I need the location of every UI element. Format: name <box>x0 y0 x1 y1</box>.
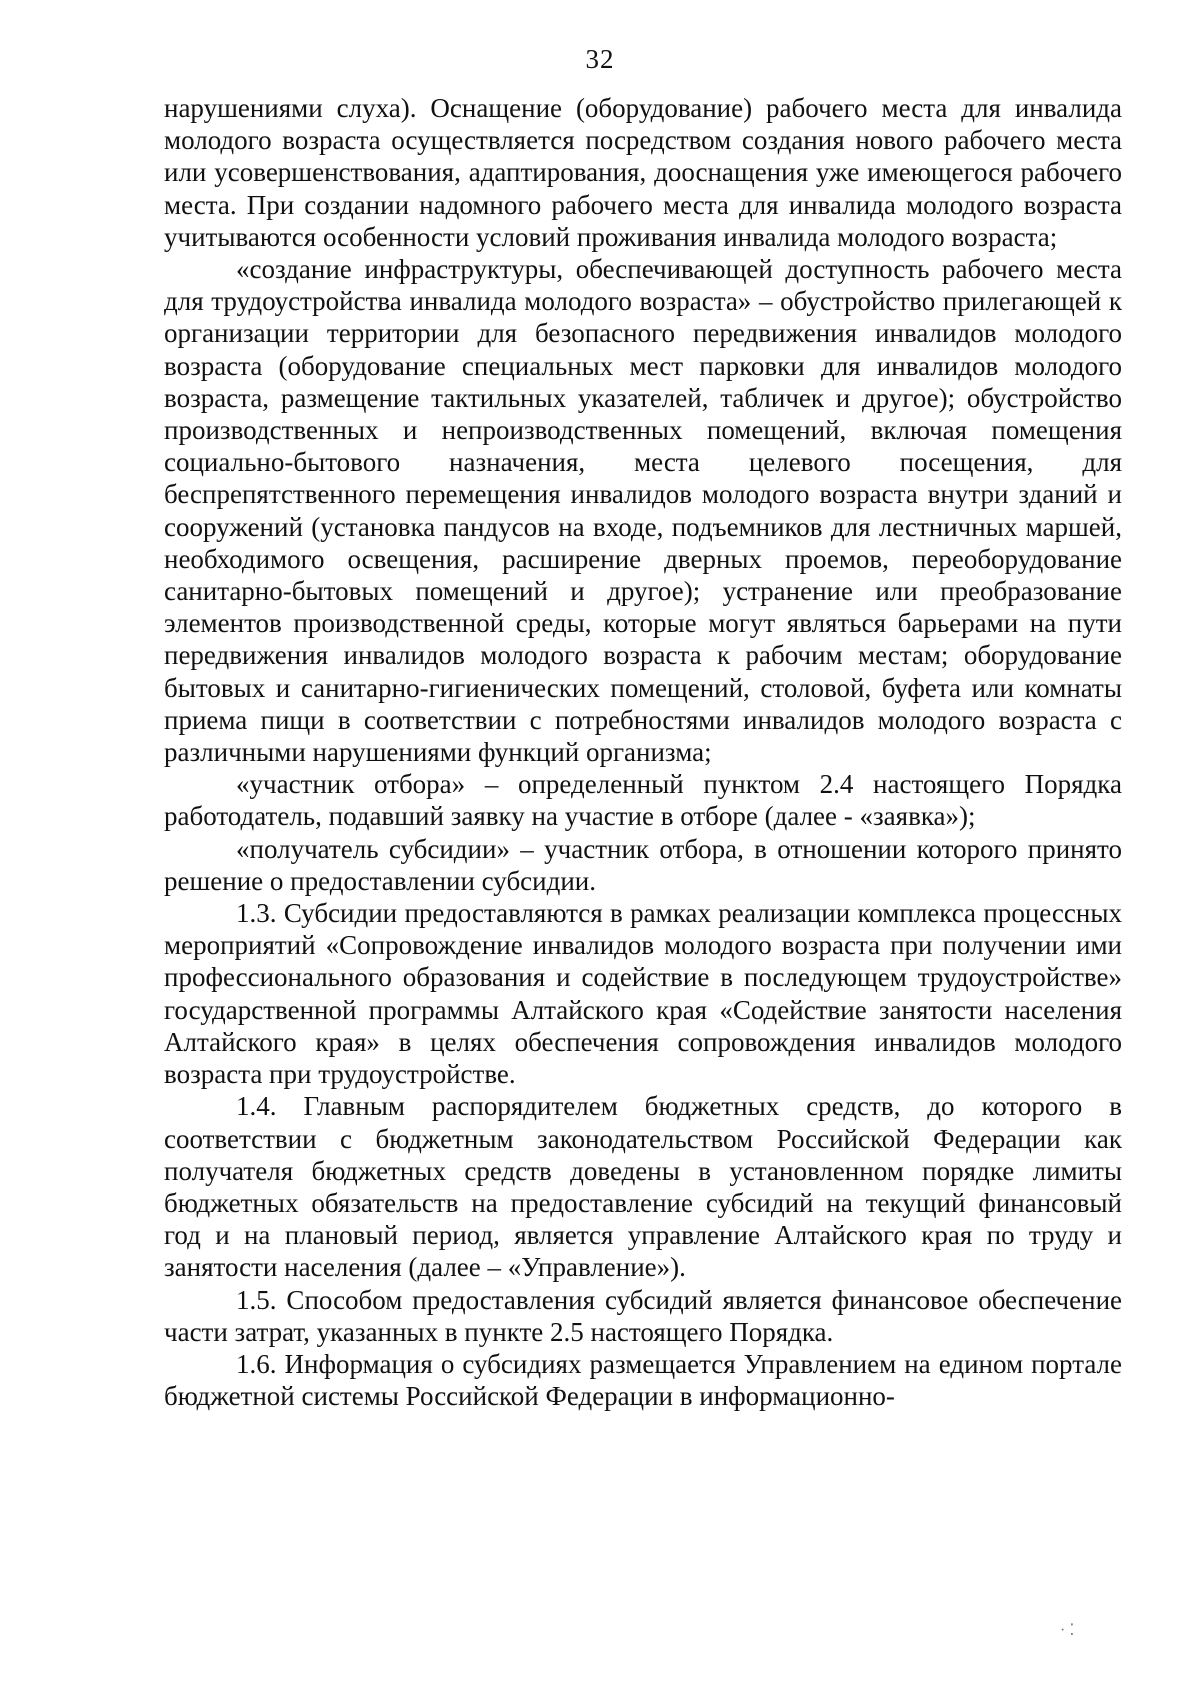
paragraph-1-4: 1.4. Главным распорядителем бюджетных средств, до которого в соответствии с бюджетным законодательством Российской Федерации как получателя бюджетных средств доведены в установленном порядке лимиты бюджетных обязательств на предоставление субсидий на текущий финансовый год и на плановый период, является управление Алтайского края по труду и занятости населения (далее – «Управление»). <box>164 1091 1122 1283</box>
paragraph-continuation: нарушениями слуха). Оснащение (оборудование) рабочего места для инвалида молодого возраста осуществляется посредством создания нового рабочего места или усовершенствования, адаптирования, дооснащения уже имеющегося рабочего места. При создании надомного рабочего места для инвалида молодого возраста учитываются особенности условий проживания инвалида молодого возраста; <box>164 93 1122 252</box>
paragraph-recipient-definition: «получатель субсидии» – участник отбора, в отношении которого принято решение о предоставлении субсидии. <box>164 833 1122 896</box>
paragraph-participant-definition: «участник отбора» – определенный пунктом 2.4 настоящего Порядка работодатель, подавший заявку на участие в отборе (далее - «заявка»); <box>164 769 1122 832</box>
page-number: 32 <box>585 44 615 74</box>
paragraph-1-3: 1.3. Субсидии предоставляются в рамках реализации комплекса процессных мероприятий «Сопровождение инвалидов молодого возраста при получении ими профессионального образования и содействие в последующем трудоустройстве» государственной программы Алтайского края «Содействие занятости населения Алтайского края» в целях обеспечения сопровождения инвалидов молодого возраста при трудоустройстве. <box>164 898 1122 1090</box>
scan-specks: · ⁚ <box>1060 1622 1075 1639</box>
paragraph-infrastructure-definition: «создание инфраструктуры, обеспечивающей доступность рабочего места для трудоустройства инвалида молодого возраста» – обустройство прилегающей к организации территории для безопасного передвижения инвалидов молодого возраста (оборудование специальных мест парковки для инвалидов молодого возраста, размещение тактильных указателей, табличек и другое); обустройство производственных и непроизводственных помещений, включая помещения социально-бытового назначения, места целевого посещения, для беспрепятственного перемещения инвалидов молодого возраста внутри зданий и сооружений (установка пандусов на входе, подъемников для лестничных маршей, необходимого освещения, расширение дверных проемов, переоборудование санитарно-бытовых помещений и другое); устранение или преобразование элементов производственной среды, которые могут являться барьерами на пути передвижения инвалидов молодого возраста к рабочим местам; оборудование бытовых и санитарно-гигиенических помещений, столовой, буфета или комнаты приема пищи в соответствии с потребностями инвалидов молодого возраста с различными нарушениями функций организма; <box>164 254 1122 768</box>
paragraph-1-6: 1.6. Информация о субсидиях размещается Управлением на едином портале бюджетной системы Российской Федерации в информационно- <box>164 1348 1122 1412</box>
paragraph-1-5: 1.5. Способом предоставления субсидий является финансовое обеспечение части затрат, указанных в пункте 2.5 настоящего Порядка. <box>164 1284 1122 1347</box>
document-body <box>164 92 1122 1412</box>
